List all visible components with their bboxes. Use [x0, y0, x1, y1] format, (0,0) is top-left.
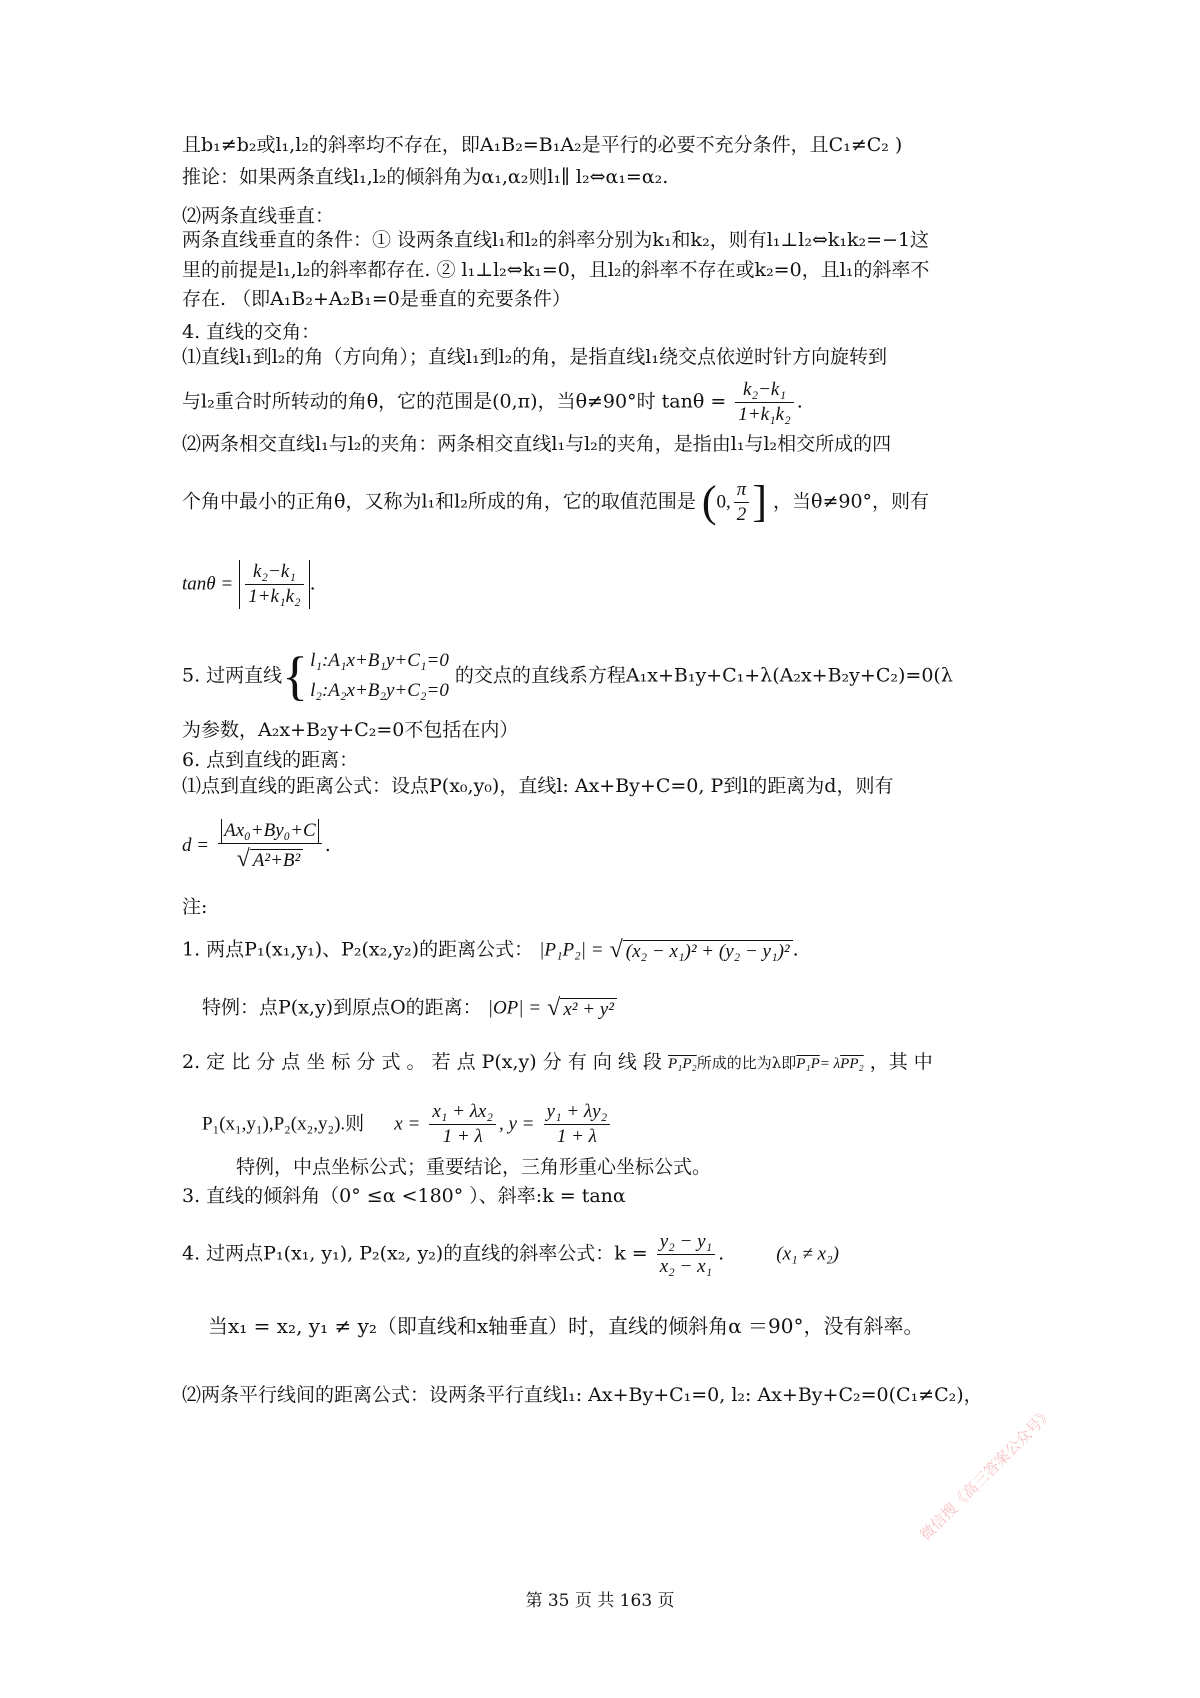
square-root: √ x² + y² [547, 993, 617, 1024]
text-line: 为参数，A₂x+B₂y+C₂=0不包括在内） [182, 719, 519, 741]
fraction-numerator: k₂−k₁ [245, 560, 303, 585]
fraction-denominator: 1 + λ [556, 1125, 597, 1147]
fraction [735, 378, 793, 427]
formula-text: 5. 过两直线 [182, 664, 283, 687]
formula-lhs: x = [394, 1113, 421, 1135]
formula-line: 与l₂重合时所转动的角θ，它的范围是(0,π)，当θ≠90°时 tanθ = $\frac{\text{k₂−k₁}}{\text{1+k₁k₂}}$ . [182, 379, 803, 425]
text-line: ⑵两条相交直线l₁与l₂的夹角：两条相交直线l₁与l₂的夹角，是指由l₁与l₂相交所成的四 [182, 433, 892, 455]
formula-line: d = $\frac{\text{Ax₀+By₀+C}}{\text{√ A²+B²}}$ . [182, 819, 331, 872]
fraction-numerator: x₁ + λx₂ [429, 1100, 496, 1125]
fraction [218, 818, 322, 874]
formula-text: 与l₂重合时所转动的角θ，它的范围是(0,π)，当θ≠90°时 tanθ = [182, 390, 727, 413]
fraction-numerator [218, 818, 322, 844]
formula-line [182, 1050, 933, 1075]
vector: PP₂ [840, 1056, 864, 1072]
system-eq-1: l₁:A₁x+B₁y+C₁=0 [310, 650, 449, 671]
fraction [734, 478, 750, 527]
formula-text: 特例：点P(x,y)到原点O的距离： [202, 996, 482, 1019]
text-line: 3. 直线的倾斜角（0° ≤α <180° ）、斜率:k = tanα [182, 1185, 626, 1207]
text-line: 且b₁≠b₂或l₁,l₂的斜率均不存在，即A₁B₂=B₁A₂是平行的必要不充分条件，且C₁≠C₂ ) [182, 134, 903, 156]
formula-text: 2. 定 比 分 点 坐 标 分 式 。 若 点 P(x,y) 分 有 向 线 段 [182, 1051, 662, 1073]
section-heading: 6. 点到直线的距离： [182, 749, 359, 771]
fraction-denominator: 2 [736, 503, 747, 525]
text-line: 当x₁ = x₂, y₁ ≠ y₂（即直线和x轴垂直）时，直线的倾斜角α ＝90°，没有斜率。 [208, 1314, 924, 1338]
text-line: 里的前提是l₁,l₂的斜率都存在. ② l₁⊥l₂⇔k₁=0，且l₂的斜率不存在或k₂=0，且l₁的斜率不 [182, 259, 930, 281]
formula-lhs: |OP| = [487, 997, 542, 1019]
left-paren: ( [701, 477, 717, 527]
text-line: 两条直线垂直的条件：① 设两条直线l₁和l₂的斜率分别为k₁和k₂，则有l₁⊥l₂⇔k₁k₂=−1这 [182, 229, 930, 251]
absolute-value [239, 560, 309, 609]
text-line: 存在. （即A₁B₂+A₂B₁=0是垂直的充要条件） [182, 288, 571, 310]
formula-text: 所成的比为λ即 [696, 1054, 797, 1072]
fraction-denominator: 1+k₁k₂ [738, 403, 791, 425]
page-footer: 第 35 页 共 163 页 [525, 1591, 675, 1611]
text-line: ⑵两条直线垂直： [182, 205, 335, 227]
formula-line [202, 1100, 613, 1149]
fraction-denominator: x₂ − x₁ [659, 1255, 713, 1277]
formula-lhs: |P₁P₂| = [539, 939, 604, 961]
text-line: ⑵两条平行线间的距离公式：设两条平行直线l₁: Ax+By+C₁=0, l₂: Ax+By+C₂=0(C₁≠C₂)， [182, 1384, 983, 1406]
formula-text: 个角中最小的正角θ，又称为l₁和l₂所成的角，它的取值范围是 [182, 490, 696, 513]
formula-line: 1. 两点P₁(x₁,y₁)、P₂(x₂,y₂)的距离公式： |P₁P₂| = √ (x₂ − x₁)² + (y₂ − y₁)² . [182, 935, 799, 966]
formula-line [182, 646, 953, 707]
formula-lhs: tanθ = [182, 573, 234, 595]
radicand: A²+B² [250, 849, 303, 871]
formula-line: 个角中最小的正角θ，又称为l₁和l₂所成的角，它的取值范围是 (0, $\frac{\pi}{2}$ ] ，当θ≠90°，则有 [182, 477, 930, 527]
formula-text: = λ [819, 1056, 841, 1072]
fraction-numerator: k₂−k₁ [735, 378, 793, 403]
note-label: 注: [182, 896, 208, 918]
formula-line: tanθ = $\frac{\text{k₂−k₁}}{\text{1+k₁k₂}}$ . [182, 561, 316, 607]
watermark: 微信搜《高三答案公众号》 [916, 1404, 1057, 1545]
fraction [429, 1100, 496, 1149]
square-root: √ (x₂ − x₁)² + (y₂ − y₁)² [610, 935, 793, 966]
text-line: ⑴直线l₁到l₂的角（方向角）；直线l₁到l₂的角，是指直线l₁绕交点依逆时针方向旋转到 [182, 346, 887, 368]
fraction [657, 1230, 715, 1279]
fraction-denominator [218, 844, 322, 874]
formula-text: ，其 中 [869, 1051, 933, 1073]
formula-text: 的交点的直线系方程A₁x+B₁y+C₁+λ(A₂x+B₂y+C₂)=0(λ [454, 664, 953, 687]
square-root: √ A²+B² [237, 844, 304, 874]
formula-text: P₁(x₁,y₁),P₂(x₂,y₂).则 [202, 1113, 365, 1135]
fraction-numerator: y₁ + λy₂ [544, 1100, 611, 1125]
left-brace: { [282, 646, 309, 707]
formula-text: 4. 过两点P₁(x₁, y₁), P₂(x₂, y₂)的直线的斜率公式：k = [182, 1242, 648, 1265]
vector: P₁P [796, 1056, 820, 1072]
fraction-denominator: 1+k₁k₂ [248, 585, 301, 607]
text-line: 推论：如果两条直线l₁,l₂的倾斜角为α₁,α₂则l₁∥ l₂⇔α₁=α₂. [182, 166, 669, 188]
formula-text: ，当θ≠90°，则有 [773, 490, 930, 513]
formula-text: 1. 两点P₁(x₁,y₁)、P₂(x₂,y₂)的距离公式： [182, 938, 534, 961]
formula-line [202, 993, 617, 1024]
text-line: ⑴点到直线的距离公式：设点P(x₀,y₀)，直线l: Ax+By+C=0, P到l的距离为d，则有 [182, 775, 894, 797]
fraction-numerator: y₂ − y₁ [657, 1230, 715, 1255]
fraction-denominator: 1 + λ [442, 1125, 483, 1147]
segment: P₁P₂ [667, 1056, 697, 1072]
text-line: 特例，中点坐标公式；重要结论，三角形重心坐标公式。 [236, 1156, 712, 1178]
right-bracket: ] [752, 477, 767, 527]
formula-lhs: , y = [498, 1113, 535, 1135]
section-heading: 4. 直线的交角： [182, 321, 321, 343]
fraction [245, 560, 303, 609]
radicand: x² + y² [560, 998, 617, 1020]
absolute-value: Ax₀+By₀+C [221, 819, 319, 843]
formula-lhs: d = [182, 834, 210, 856]
system-eq-2: l₂:A₂x+B₂y+C₂=0 [310, 680, 449, 702]
formula-condition: (x₁ ≠ x₂) [776, 1243, 839, 1265]
fraction-numerator: π [734, 478, 750, 503]
radicand: (x₂ − x₁)² + (y₂ − y₁)² [623, 940, 793, 962]
formula-line: 4. 过两点P₁(x₁, y₁), P₂(x₂, y₂)的直线的斜率公式：k = $\frac{\text{y₂ − y₁}}{\text{x₂ − x₁}}$ . (x₁ ≠ x₂) [182, 1231, 839, 1277]
fraction [544, 1100, 611, 1149]
equation-system [310, 646, 449, 707]
